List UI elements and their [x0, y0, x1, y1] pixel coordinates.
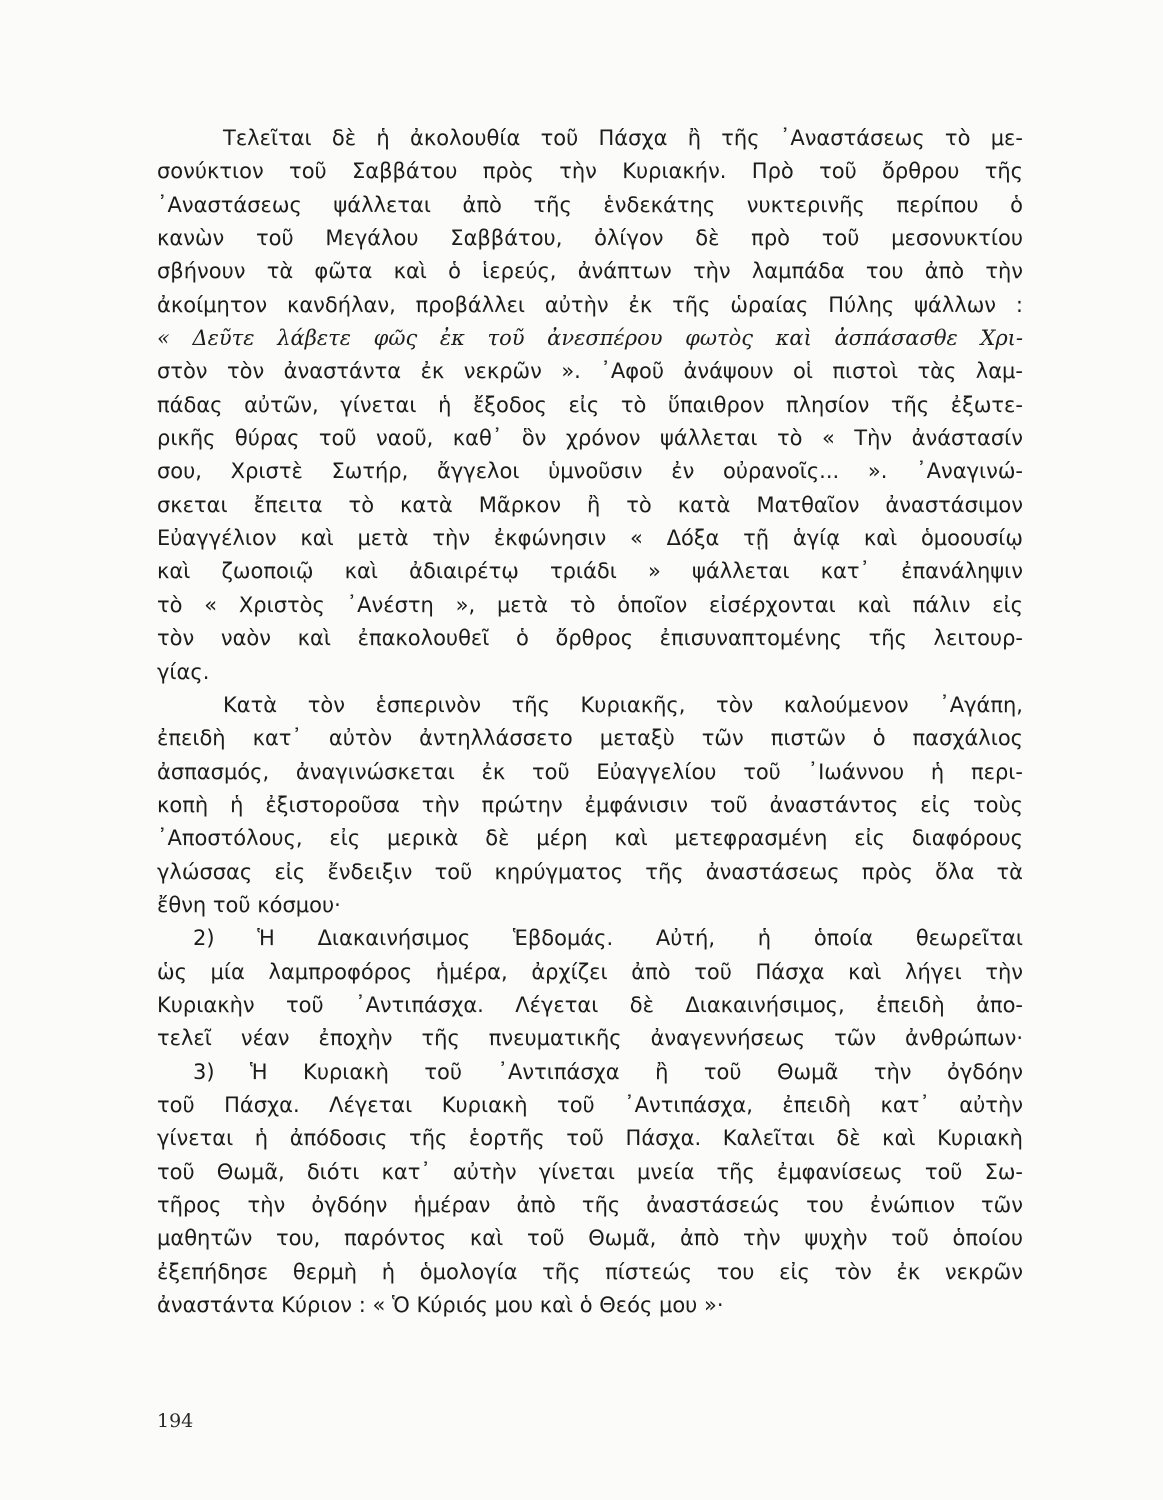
text-line: Τελεῖται δὲ ἡ ἀκολουθία τοῦ Πάσχα ἢ τῆς ᾿Αναστάσεως τὸ με- [223, 126, 1023, 150]
text-line: τῆρος τὴν ὀγδόην ἡμέραν ἀπὸ τῆς ἀναστάσεώς του ἐνώπιον τῶν [157, 1193, 1023, 1217]
text-line: γίας. [157, 659, 210, 684]
text-line: ὡς μία λαμπροφόρος ἡμέρα, ἀρχίζει ἀπὸ τοῦ Πάσχα καὶ λήγει τὴν [157, 959, 1023, 984]
text-line: κοπὴ ἡ ἐξιστοροῦσα τὴν πρώτην ἐμφάνισιν τοῦ ἀναστάντος εἰς τοὺς [157, 792, 1023, 817]
text-line: πάδας αὐτῶν, γίνεται ἡ ἔξοδος εἰς τὸ ὕπαιθρον πλησίον τῆς ἐξωτε- [157, 392, 1023, 417]
text-line: μαθητῶν του, παρόντος καὶ τοῦ Θωμᾶ, ἀπὸ τὴν ψυχὴν τοῦ ὁποίου [157, 1226, 1023, 1251]
paragraph-thomas-sunday [157, 1056, 1023, 1323]
text-line: κανὼν τοῦ Μεγάλου Σαββάτου, ὀλίγον δὲ πρὸ τοῦ μεσονυκτίου [157, 226, 1023, 251]
text-line: 3) Ἡ Κυριακὴ τοῦ ᾿Αντιπάσχα ἢ τοῦ Θωμᾶ τὴν ὀγδόην [193, 1059, 1023, 1084]
text-line: Κατὰ τὸν ἑσπερινὸν τῆς Κυριακῆς, τὸν καλούμενον ᾿Αγάπη, [223, 692, 1023, 717]
text-line: Κυριακὴν τοῦ ᾿Αντιπάσχα. Λέγεται δὲ Διακαινήσιμος, ἐπειδὴ ἀπο- [157, 992, 1023, 1017]
text-line: τὸν ναὸν καὶ ἐπακολουθεῖ ὁ ὄρθρος ἐπισυναπτομένης τῆς λειτουρ- [157, 626, 1023, 651]
text-line: καὶ ζωοποιῷ καὶ ἀδιαιρέτῳ τριάδι » ψάλλεται κατ᾿ ἐπανάληψιν [157, 559, 1023, 584]
text-line: σονύκτιον τοῦ Σαββάτου πρὸς τὴν Κυριακήν. Πρὸ τοῦ ὄρθρου τῆς [157, 159, 1023, 184]
paragraph-easter-service [157, 122, 1023, 689]
text-line: τελεῖ νέαν ἐποχὴν τῆς πνευματικῆς ἀναγεννήσεως τῶν ἀνθρώπων· [157, 1026, 1023, 1051]
paragraph-agape-vespers [157, 689, 1023, 922]
text-line: 2) Ἡ Διακαινήσιμος Ἑβδομάς. Αὐτή, ἡ ὁποία θεωρεῖται [193, 926, 1023, 951]
text-line: γλώσσας εἰς ἔνδειξιν τοῦ κηρύγματος τῆς ἀναστάσεως πρὸς ὅλα τὰ [157, 859, 1023, 884]
text-line: ἀσπασμός, ἀναγινώσκεται ἐκ τοῦ Εὐαγγελίου τοῦ ᾿Ιωάννου ἡ περι- [157, 759, 1023, 784]
text-line: σβήνουν τὰ φῶτα καὶ ὁ ἱερεύς, ἀνάπτων τὴν λαμπάδα του ἀπὸ τὴν [157, 259, 1023, 284]
text-line: ἐξεπήδησε θερμὴ ἡ ὁμολογία τῆς πίστεώς του εἰς τὸν ἐκ νεκρῶν [157, 1259, 1023, 1284]
text-line: ἀκοίμητον κανδήλαν, προβάλλει αὐτὴν ἐκ τῆς ὡραίας Πύλης ψάλλων : [157, 292, 1023, 317]
text-line: σκεται ἔπειτα τὸ κατὰ Μᾶρκον ἢ τὸ κατὰ Ματθαῖον ἀναστάσιμον [157, 492, 1023, 517]
text-line: ρικῆς θύρας τοῦ ναοῦ, καθ᾿ ὃν χρόνον ψάλλεται τὸ « Τὴν ἀνάστασίν [157, 426, 1023, 451]
body-text [157, 122, 1023, 1322]
text-line: Εὐαγγέλιον καὶ μετὰ τὴν ἐκφώνησιν « Δόξα τῇ ἁγίᾳ καὶ ὁμοουσίῳ [157, 526, 1023, 551]
page-number: 194 [157, 1410, 194, 1432]
paragraph-bright-week [157, 922, 1023, 1055]
text-line: γίνεται ἡ ἀπόδοσις τῆς ἑορτῆς τοῦ Πάσχα. Καλεῖται δὲ καὶ Κυριακὴ [157, 1126, 1023, 1151]
text-line: ᾿Αποστόλους, εἰς μερικὰ δὲ μέρη καὶ μετεφρασμένη εἰς διαφόρους [157, 826, 1023, 851]
text-line: ἐπειδὴ κατ᾿ αὐτὸν ἀντηλλάσσετο μεταξὺ τῶν πιστῶν ὁ πασχάλιος [157, 726, 1023, 751]
text-line: τοῦ Θωμᾶ, διότι κατ᾿ αὐτὴν γίνεται μνεία τῆς ἐμφανίσεως τοῦ Σω- [157, 1159, 1023, 1184]
text-line: ἔθνη τοῦ κόσμου· [157, 892, 341, 917]
text-line: τοῦ Πάσχα. Λέγεται Κυριακὴ τοῦ ᾿Αντιπάσχα, ἐπειδὴ κατ᾿ αὐτὴν [157, 1092, 1023, 1117]
text-line: στὸν τὸν ἀναστάντα ἐκ νεκρῶν ». ᾿Αφοῦ ἀνάψουν οἱ πιστοὶ τὰς λαμ- [157, 359, 1023, 384]
text-line: « Δεῦτε λάβετε φῶς ἐκ τοῦ ἀνεσπέρου φωτὸς καὶ ἀσπάσασθε Χρι- [157, 326, 1023, 351]
text-line: ᾿Αναστάσεως ψάλλεται ἀπὸ τῆς ἑνδεκάτης νυκτερινῆς περίπου ὁ [157, 192, 1023, 217]
text-line: σου, Χριστὲ Σωτήρ, ἄγγελοι ὑμνοῦσιν ἐν οὐρανοῖς... ». ᾿Αναγινώ- [157, 459, 1023, 484]
text-line: τὸ « Χριστὸς ᾿Ανέστη », μετὰ τὸ ὁποῖον εἰσέρχονται καὶ πάλιν εἰς [157, 592, 1023, 617]
text-line: ἀναστάντα Κύριον : « Ὁ Κύριός μου καὶ ὁ Θεός μου »· [157, 1293, 724, 1318]
